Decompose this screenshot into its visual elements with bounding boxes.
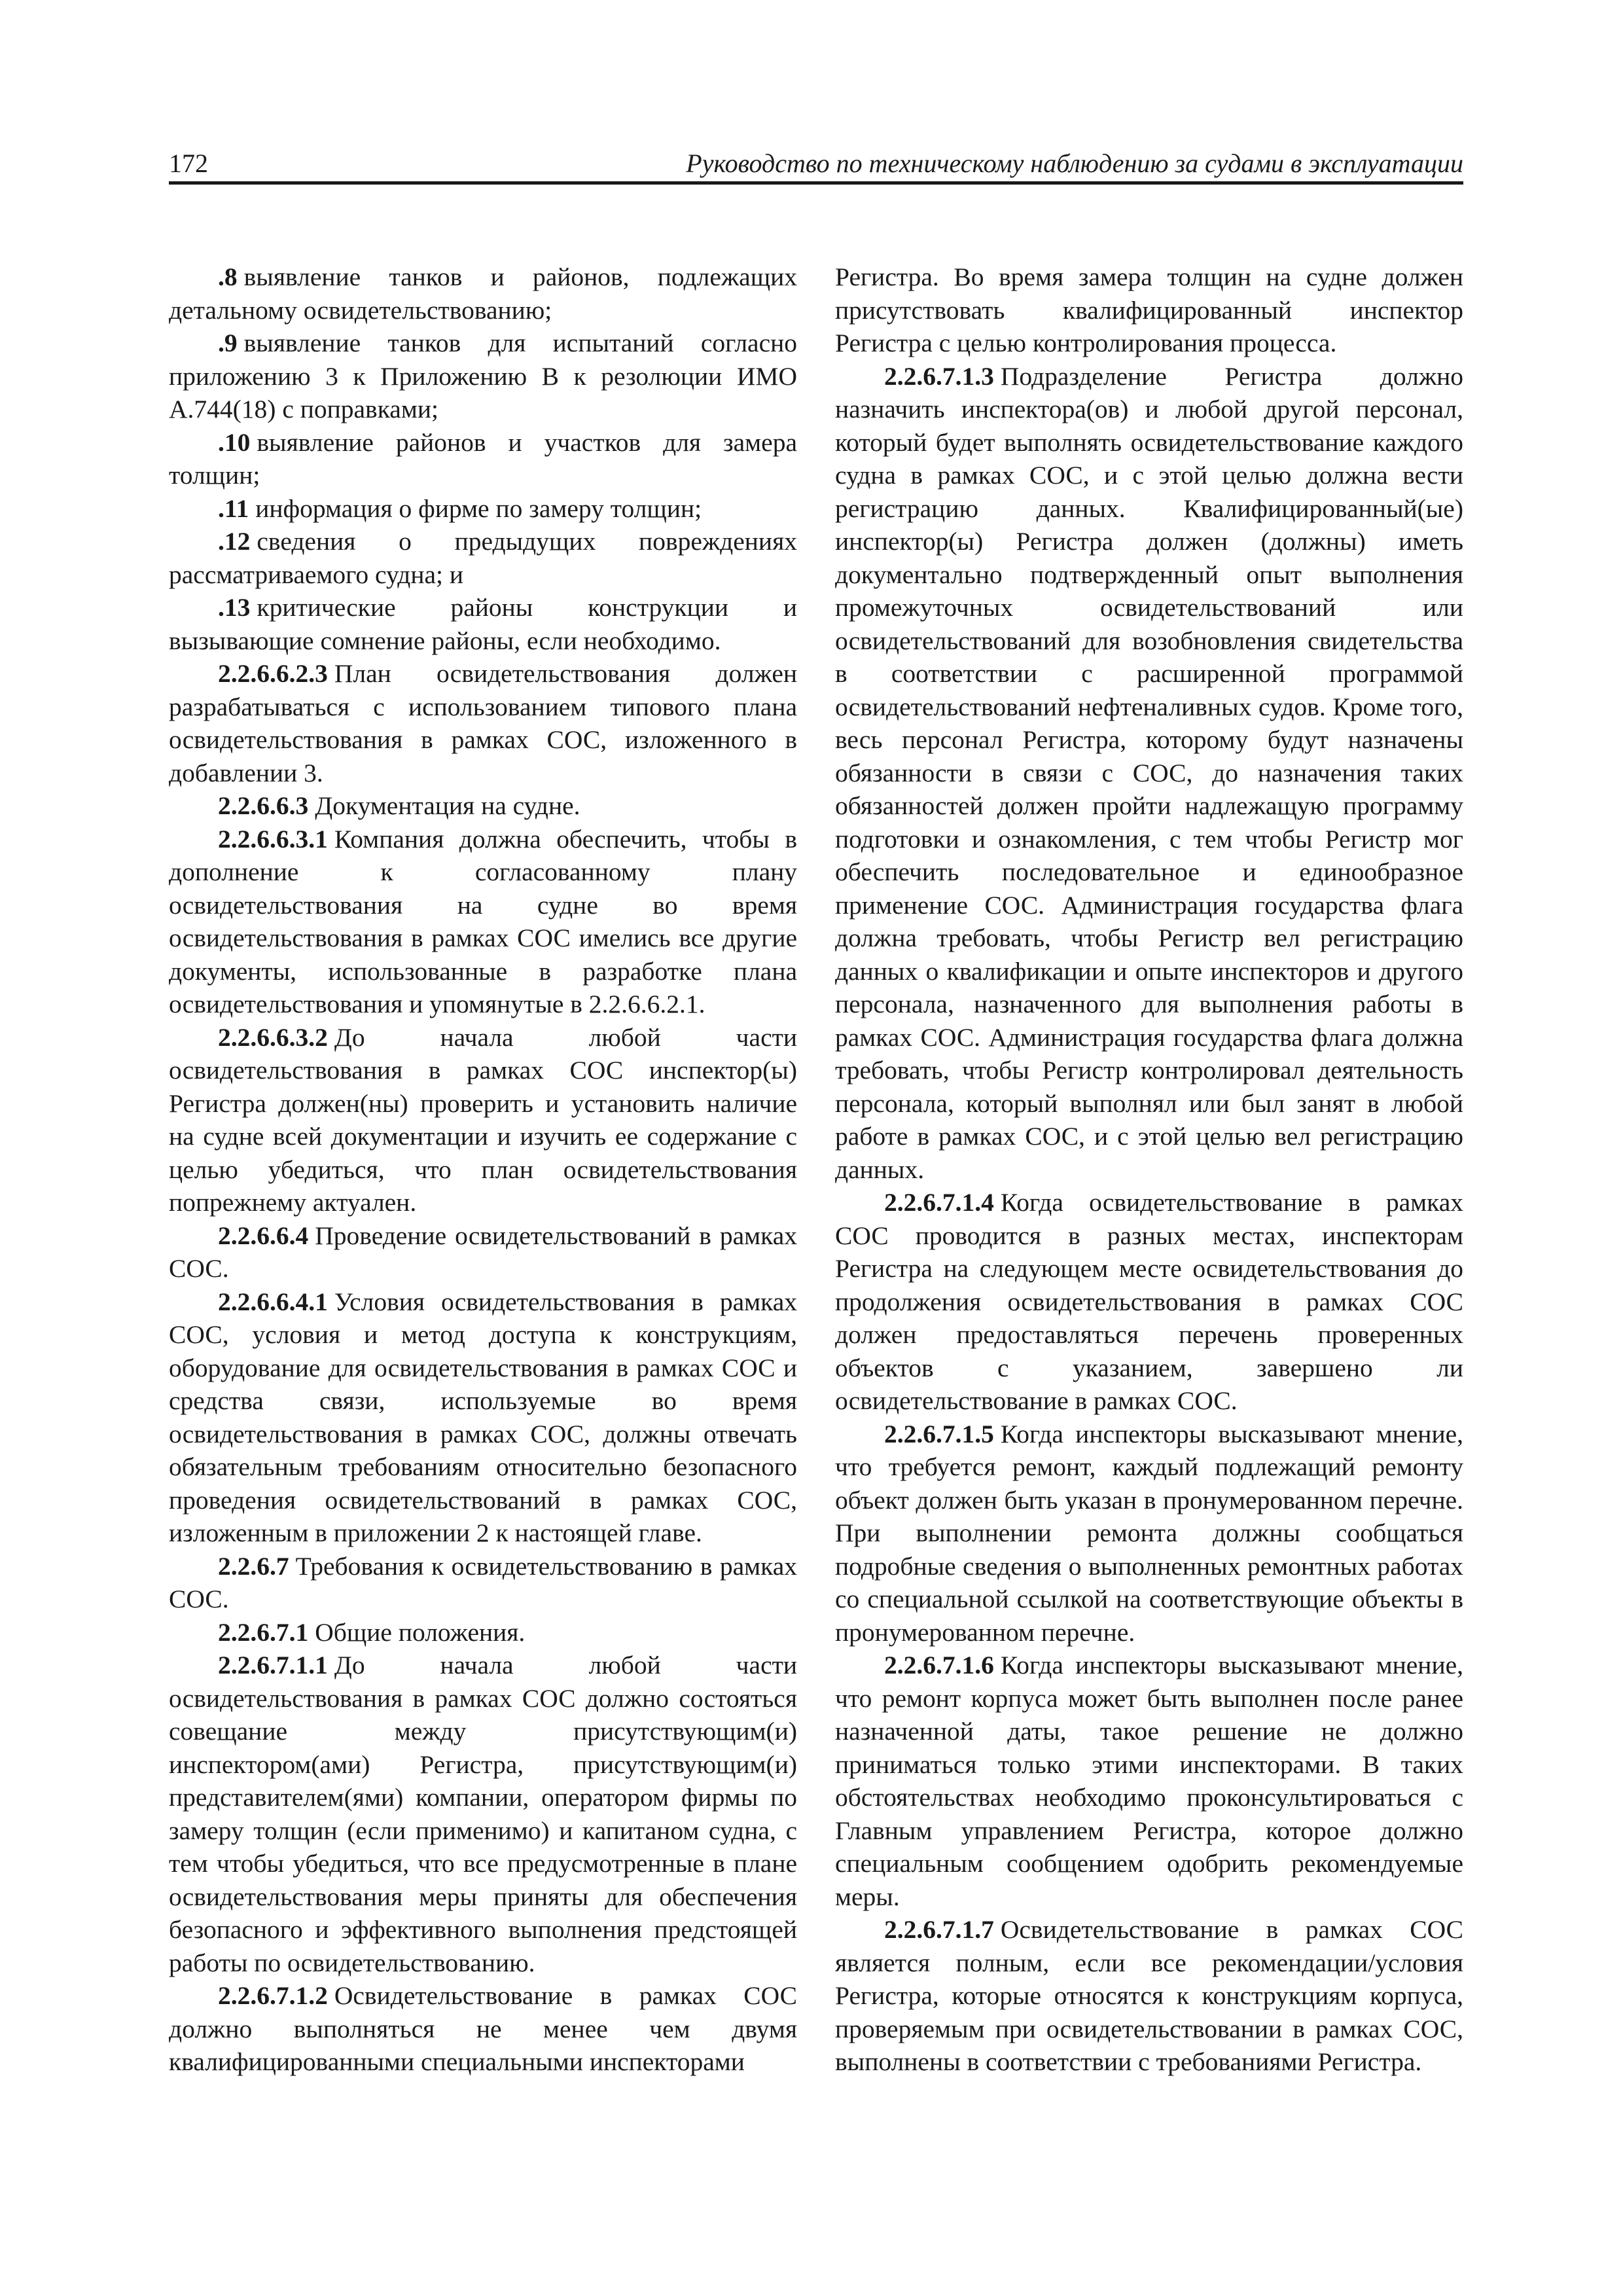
left-column <box>169 260 797 2079</box>
paragraph-text: Проведение освидетельствований в рамках СОС. <box>169 1221 797 1283</box>
page-number: 172 <box>169 149 208 178</box>
clause-number: 2.2.6.7.1.1 <box>218 1651 328 1679</box>
paragraph-text: критические районы конструкции и вызывающие сомнение районы, если необходимо. <box>169 593 797 655</box>
paragraph-text: План освидетельствования должен разрабатываться с использованием типового плана освидетельствования в рамках СОС, изложенного в добавлении 3. <box>169 659 797 787</box>
paragraph <box>835 260 1463 360</box>
paragraph-text: До начала любой части освидетельствования в рамках СОС инспектор(ы) Регистра должен(ны) проверить и установить наличие на судне всей документации и изучить ее содержание с целью убедиться, что план освидетельствования попрежнему актуален. <box>169 1022 797 1217</box>
paragraph-text: Когда освидетельствование в рамках СОС проводится в разных местах, инспекторам Регистра на следующем месте освидетельствования до продолжения освидетельствования в рамках СОС должен предоставляться перечень проверенных объектов с указанием, завершено ли освидетельствование в рамках СОС. <box>835 1188 1463 1415</box>
paragraph <box>835 1913 1463 2079</box>
page-header <box>169 147 1463 185</box>
paragraph-text: Общие положения. <box>315 1617 526 1647</box>
clause-number: 2.2.6.7.1 <box>218 1617 309 1647</box>
clause-number: .8 <box>218 262 238 291</box>
paragraph <box>169 260 797 327</box>
paragraph <box>169 1550 797 1616</box>
paragraph <box>169 1979 797 2079</box>
paragraph <box>169 327 797 426</box>
paragraph-text: Когда инспекторы высказывают мнение, что требуется ремонт, каждый подлежащий ремонту объект должен быть указан в пронумерованном перечне. При выполнении ремонта должны сообщаться подробные сведения о выполненных ремонтных работах со специальной ссылкой на соответствующие объекты в пронумерованном перечне. <box>835 1419 1463 1647</box>
running-title: Руководство по техническому наблюдению за судами в эксплуатации <box>686 149 1463 178</box>
paragraph <box>835 1649 1463 1913</box>
paragraph <box>169 657 797 789</box>
paragraph-text: Освидетельствование в рамках СОС является полным, если все рекомендации/условия Регистра, которые относятся к конструкциям корпуса, проверяемым при освидетельствовании в рамках СОС, выполнены в соответствии с требованиями Регистра. <box>835 1915 1463 2076</box>
clause-number: 2.2.6.7.1.6 <box>884 1651 994 1679</box>
clause-number: 2.2.6.6.3.2 <box>218 1022 328 1052</box>
paragraph-text: До начала любой части освидетельствования в рамках СОС должно состояться совещание между присутствующим(и) инспектором(ами) Регистра, присутствующим(и) представителем(ями) компании, оператором фирмы по замеру толщин (если применимо) и капитаном судна, с тем чтобы убедиться, что все предусмотренные в плане освидетельствования меры приняты для обеспечения безопасного и эффективного выполнения предстоящей работы по освидетельствованию. <box>169 1651 797 1977</box>
paragraph-text: информация о фирме по замеру толщин; <box>255 493 702 523</box>
clause-number: 2.2.6.7.1.3 <box>884 361 994 391</box>
clause-number: 2.2.6.6.3 <box>218 791 309 820</box>
clause-number: 2.2.6.7.1.5 <box>884 1419 994 1448</box>
clause-number: 2.2.6.6.4.1 <box>218 1287 328 1316</box>
paragraph <box>169 789 797 823</box>
paragraph <box>169 1021 797 1219</box>
paragraph <box>169 1616 797 1649</box>
clause-number: 2.2.6.6.3.1 <box>218 824 328 853</box>
paragraph <box>835 1418 1463 1649</box>
clause-number: .11 <box>218 493 249 523</box>
paragraph-text: выявление танков и районов, подлежащих детальному освидетельствованию; <box>169 262 797 325</box>
paragraph <box>835 1186 1463 1418</box>
paragraph <box>169 823 797 1021</box>
paragraph <box>169 1649 797 1979</box>
clause-number: .13 <box>218 593 251 622</box>
paragraph <box>169 525 797 591</box>
paragraph-text: Когда инспекторы высказывают мнение, что ремонт корпуса может быть выполнен после ранее назначенной даты, такое решение не должно приниматься только этими инспекторами. В таких обстоятельствах необходимо проконсультироваться с Главным управлением Регистра, которое должно специальным сообщением одобрить рекомендуемые меры. <box>835 1651 1463 1911</box>
paragraph <box>169 492 797 526</box>
paragraph-text: выявление танков для испытаний согласно приложению 3 к Приложению В к резолюции ИМО А.744(18) с поправками; <box>169 329 797 423</box>
clause-number: .10 <box>218 427 251 457</box>
paragraph-text: Документация на судне. <box>315 791 580 820</box>
paragraph-text: Освидетельствование в рамках СОС должно выполняться не менее чем двумя квалифицированными специальными инспекторами <box>169 1981 797 2076</box>
paragraph <box>169 1285 797 1550</box>
clause-number: 2.2.6.6.2.3 <box>218 659 328 688</box>
clause-number: .12 <box>218 527 251 556</box>
paragraph <box>169 426 797 492</box>
paragraph-text: Регистра. Во время замера толщин на судне должен присутствовать квалифицированный инспектор Регистра с целью контролирования процесса. <box>835 262 1463 357</box>
right-column <box>835 260 1463 2079</box>
clause-number: 2.2.6.7.1.7 <box>884 1915 994 1944</box>
paragraph <box>169 591 797 657</box>
clause-number: 2.2.6.6.4 <box>218 1221 309 1250</box>
paragraph-text: выявление районов и участков для замера толщин; <box>169 427 797 490</box>
paragraph-text: Подразделение Регистра должно назначить инспектора(ов) и любой другой персонал, который будет выполнять освидетельствование каждого судна в рамках СОС, и с этой целью должна вести регистрацию данных. Квалифицированный(ые) инспектор(ы) Регистра должен (должны) иметь документально подтвержденный опыт выполнения промежуточных освидетельствований или освидетельствований для возобновления свидетельства в соответствии с расширенной программой освидетельствований нефтеналивных судов. Кроме того, весь персонал Регистра, которому будут назначены обязанности в связи с СОС, до назначения таких обязанностей должен пройти надлежащую программу подготовки и ознакомления, с тем чтобы Регистр мог обеспечить последовательное и единообразное применение СОС. Администрация государства флага должна требовать, чтобы Регистр вел регистрацию данных о квалификации и опыте инспекторов и другого персонала, назначенного для выполнения работы в рамках СОС. Администрация государства флага должна требовать, чтобы Регистр контролировал деятельность персонала, который выполнял или был занят в любой работе в рамках СОС, и с этой целью вел регистрацию данных. <box>835 361 1463 1184</box>
paragraph-text: Условия освидетельствования в рамках СОС, условия и метод доступа к конструкциям, оборудование для освидетельствования в рамках СОС и средства связи, используемые во время освидетельствования в рамках СОС, должны отвечать обязательным требованиям относительно безопасного проведения освидетельствований в рамках СОС, изложенным в приложении 2 к настоящей главе. <box>169 1287 797 1547</box>
clause-number: 2.2.6.7.1.4 <box>884 1188 994 1217</box>
clause-number: 2.2.6.7 <box>218 1551 289 1581</box>
paragraph <box>169 1219 797 1285</box>
paragraph <box>835 360 1463 1187</box>
clause-number: .9 <box>218 329 238 357</box>
clause-number: 2.2.6.7.1.2 <box>218 1981 328 2010</box>
paragraph-text: Требования к освидетельствованию в рамках СОС. <box>169 1551 797 1613</box>
paragraph-text: Компания должна обеспечить, чтобы в дополнение к согласованному плану освидетельствования на судне во время освидетельствования в рамках СОС имелись все другие документы, использованные в разработке плана освидетельствования и упомянутые в 2.2.6.6.2.1. <box>169 824 797 1018</box>
paragraph-text: сведения о предыдущих повреждениях рассматриваемого судна; и <box>169 527 797 589</box>
